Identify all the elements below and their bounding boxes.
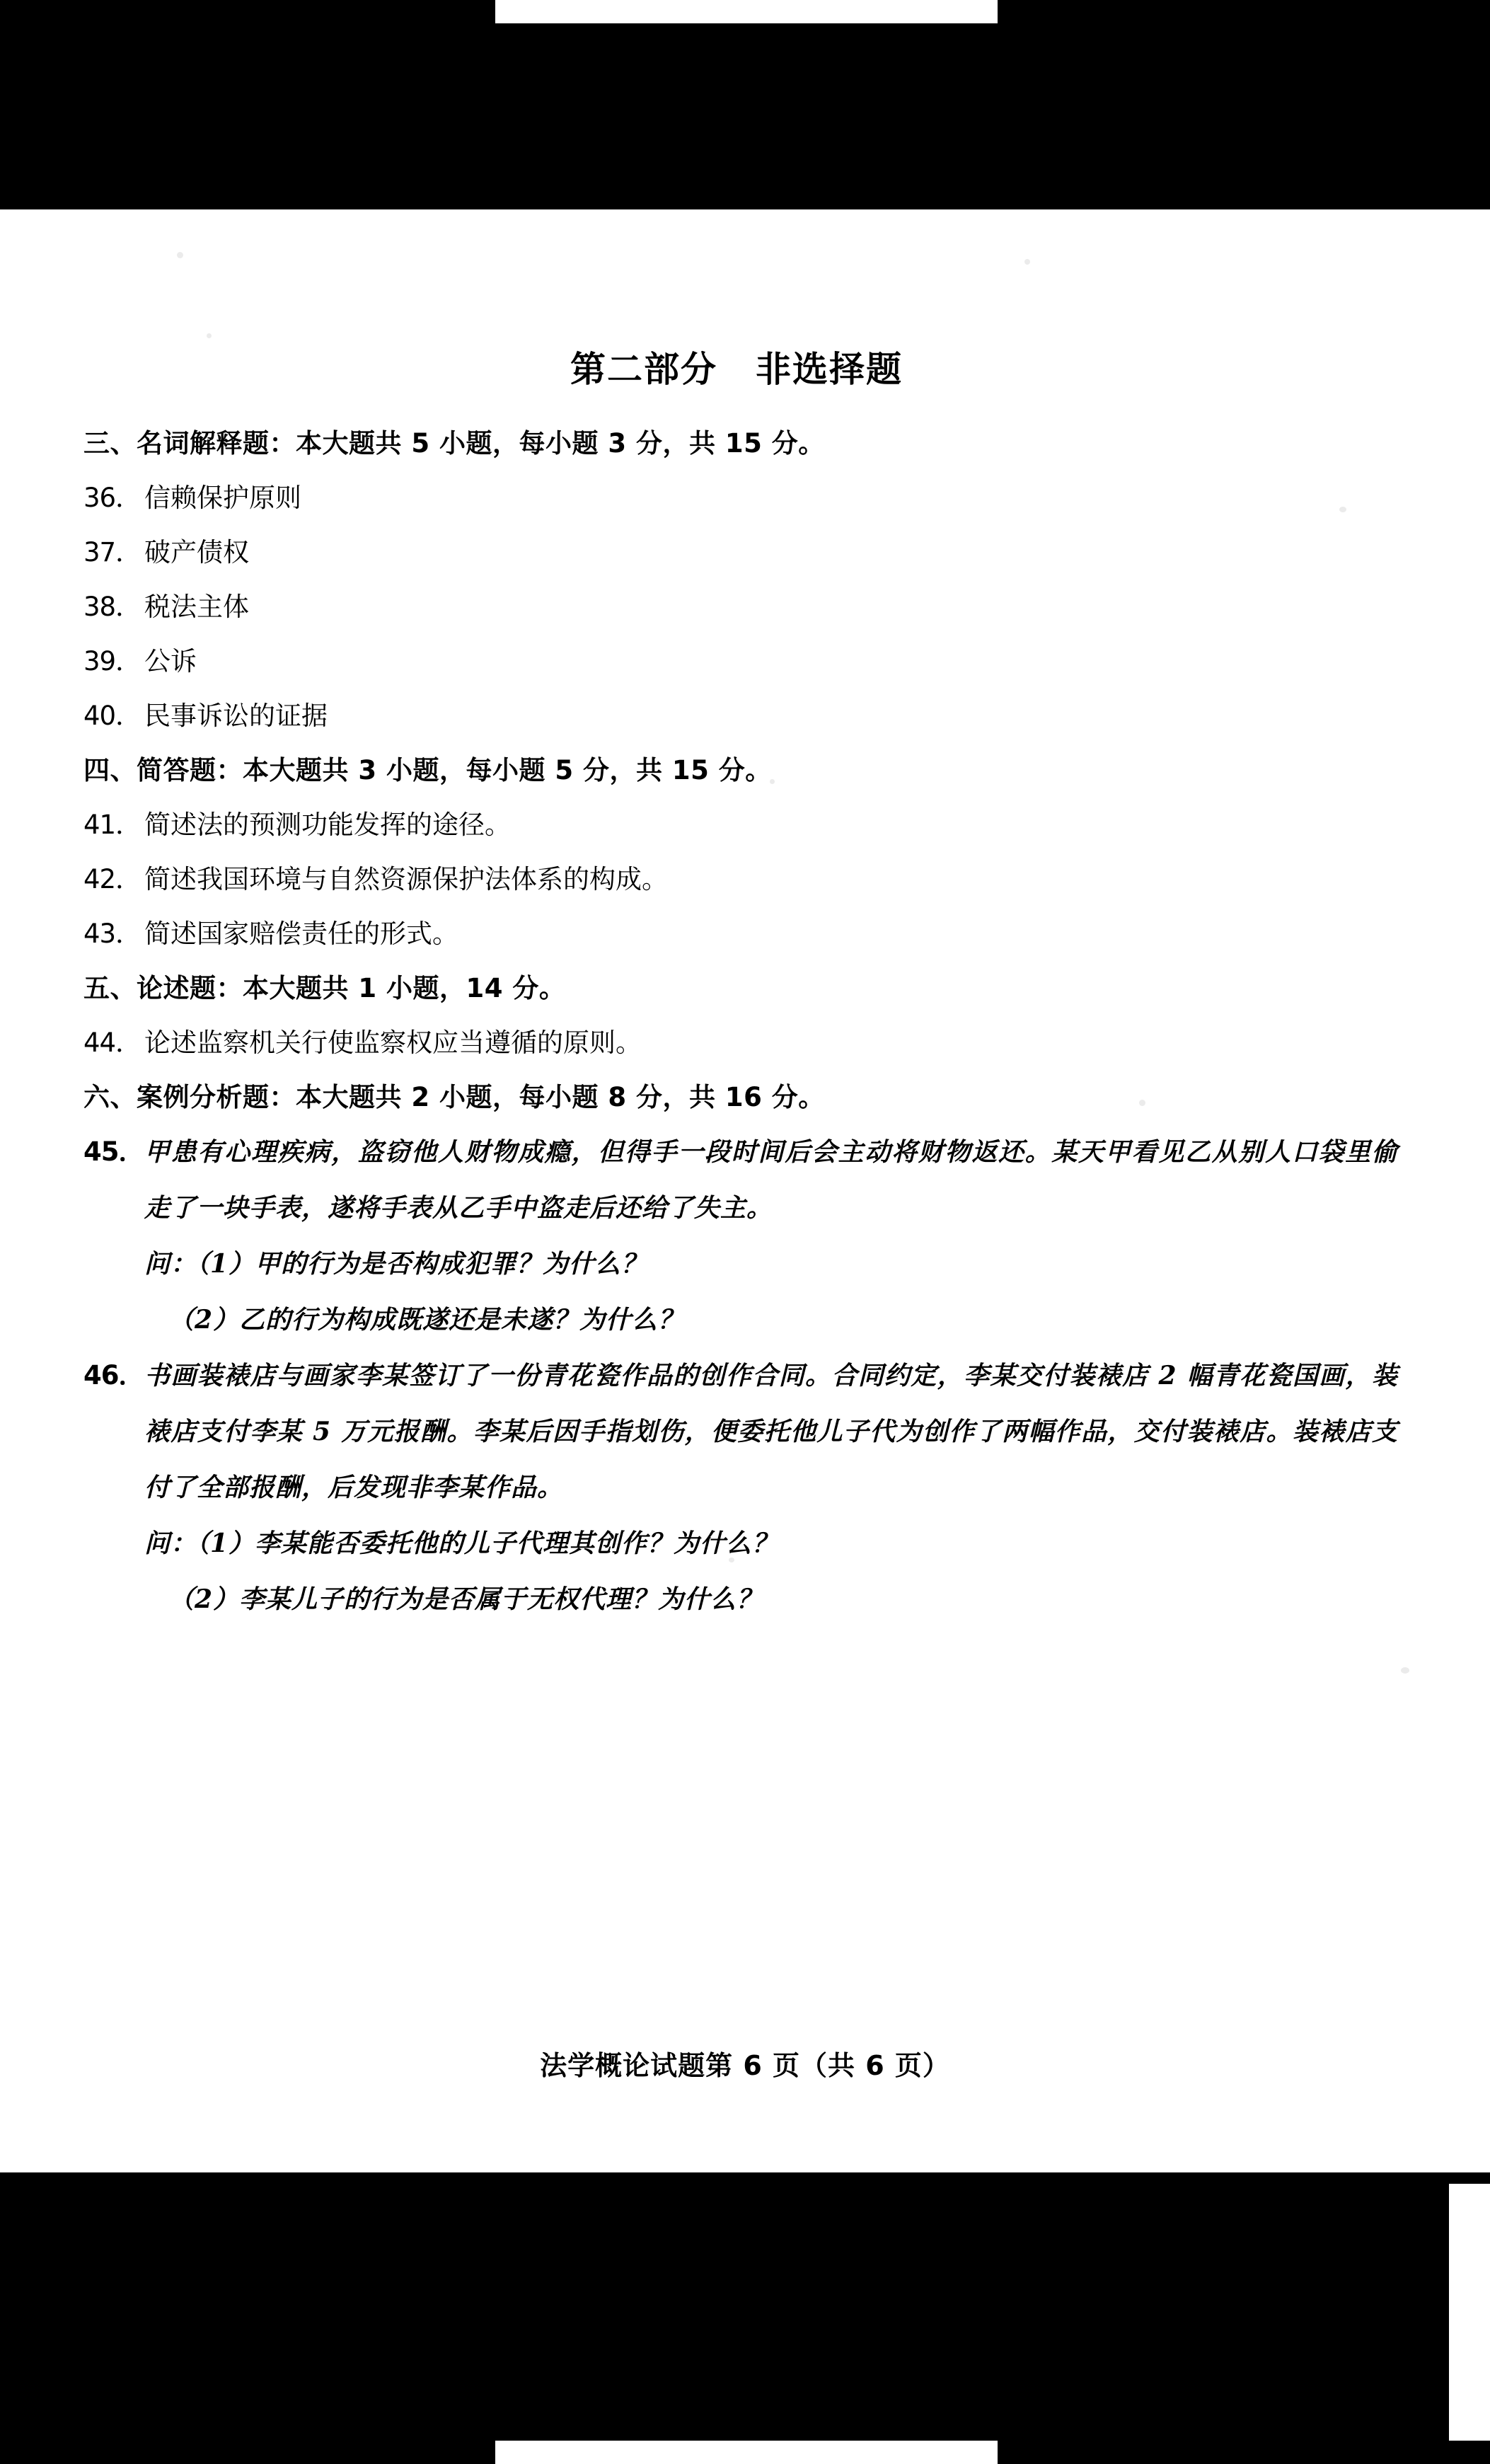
case-item: [83, 1124, 1398, 1236]
question-text: 破产债权: [144, 537, 249, 568]
question-text: 公诉: [144, 646, 197, 677]
question-item: [83, 525, 1398, 580]
section-five: [83, 961, 1398, 1070]
case-number: 45．: [83, 1136, 144, 1167]
section-heading: [83, 961, 1398, 1015]
section-marker: 四、: [83, 755, 137, 785]
scan-notch-right: [1449, 2184, 1490, 2441]
section-three: [83, 416, 1398, 743]
question-number: 44．: [83, 1027, 142, 1058]
question-item: [83, 906, 1398, 961]
exam-paper-page: [0, 209, 1490, 2172]
page-title: [75, 341, 1398, 392]
case-number: 46．: [83, 1360, 144, 1391]
scan-notch-bottom: [495, 2441, 998, 2464]
part-title-right: 非选择题: [756, 349, 903, 390]
page-footer: 法学概论试题第 6 页（共 6 页）: [540, 2050, 950, 2081]
section-marker: 五、: [83, 973, 137, 1003]
question-number: 37．: [83, 537, 142, 568]
case-subquestion: （2）乙的行为构成既遂还是未遂？为什么？: [168, 1305, 685, 1335]
section-heading: [83, 416, 1398, 471]
question-number: 39．: [83, 646, 142, 677]
question-item: [83, 689, 1398, 743]
scan-speckle: [177, 252, 183, 258]
section-heading: [83, 1070, 1398, 1124]
case-paragraph: 书画装裱店与画家李某签订了一份青花瓷作品的创作合同。合同约定，李某交付装裱店 2 幅青花瓷国画，装裱店支付李某 5 万元报酬。李某后因手指划伤，便委托他儿子代为创作了两幅作品，交付装裱店。装裱店支付了全部报酬，后发现非李某作品。: [144, 1361, 1398, 1502]
section-four: [83, 743, 1398, 961]
question-text: 简述我国环境与自然资源保护法体系的构成。: [144, 864, 668, 894]
question-item: [83, 634, 1398, 689]
section-heading-text: 名词解释题：本大题共 5 小题，每小题 3 分，共 15 分。: [137, 428, 825, 459]
scan-speckle: [1024, 259, 1030, 265]
section-six: [83, 1070, 1398, 1628]
case-subquestion: 问：（1）李某能否委托他的儿子代理其创作？为什么？: [144, 1529, 779, 1558]
question-number: 41．: [83, 810, 142, 840]
part-title-left: 第二部分: [570, 349, 717, 390]
question-text: 税法主体: [144, 592, 249, 622]
question-item: [83, 1015, 1398, 1070]
question-item: [83, 798, 1398, 852]
case-paragraph: 甲患有心理疾病，盗窃他人财物成瘾，但得手一段时间后会主动将财物返还。某天甲看见乙从别人口袋里偷走了一块手表，遂将手表从乙手中盗走后还给了失主。: [144, 1137, 1398, 1223]
section-heading-text: 论述题：本大题共 1 小题，14 分。: [137, 973, 566, 1003]
question-number: 36．: [83, 483, 142, 513]
section-heading-text: 简答题：本大题共 3 小题，每小题 5 分，共 15 分。: [137, 755, 772, 785]
scan-speckle: [207, 333, 212, 338]
question-item: [83, 852, 1398, 906]
section-heading: [83, 743, 1398, 798]
section-heading-text: 案例分析题：本大题共 2 小题，每小题 8 分，共 16 分。: [137, 1082, 825, 1112]
section-marker: 三、: [83, 428, 137, 459]
question-number: 43．: [83, 919, 142, 949]
case-subquestion: 问：（1）甲的行为是否构成犯罪？为什么？: [144, 1249, 648, 1279]
question-number: 40．: [83, 701, 142, 731]
question-text: 民事诉讼的证据: [144, 701, 328, 731]
question-text: 论述监察机关行使监察权应当遵循的原则。: [144, 1027, 642, 1058]
question-text: 简述国家赔偿责任的形式。: [144, 919, 458, 949]
scan-notch-top: [495, 0, 998, 23]
case-subquestion: （2）李某儿子的行为是否属于无权代理？为什么？: [168, 1584, 763, 1614]
case-item: [83, 1348, 1398, 1516]
question-number: 42．: [83, 864, 142, 894]
question-text: 信赖保护原则: [144, 483, 301, 513]
question-text: 简述法的预测功能发挥的途径。: [144, 810, 511, 840]
question-item: [83, 580, 1398, 634]
section-marker: 六、: [83, 1082, 137, 1112]
question-number: 38．: [83, 592, 142, 622]
question-item: [83, 471, 1398, 525]
